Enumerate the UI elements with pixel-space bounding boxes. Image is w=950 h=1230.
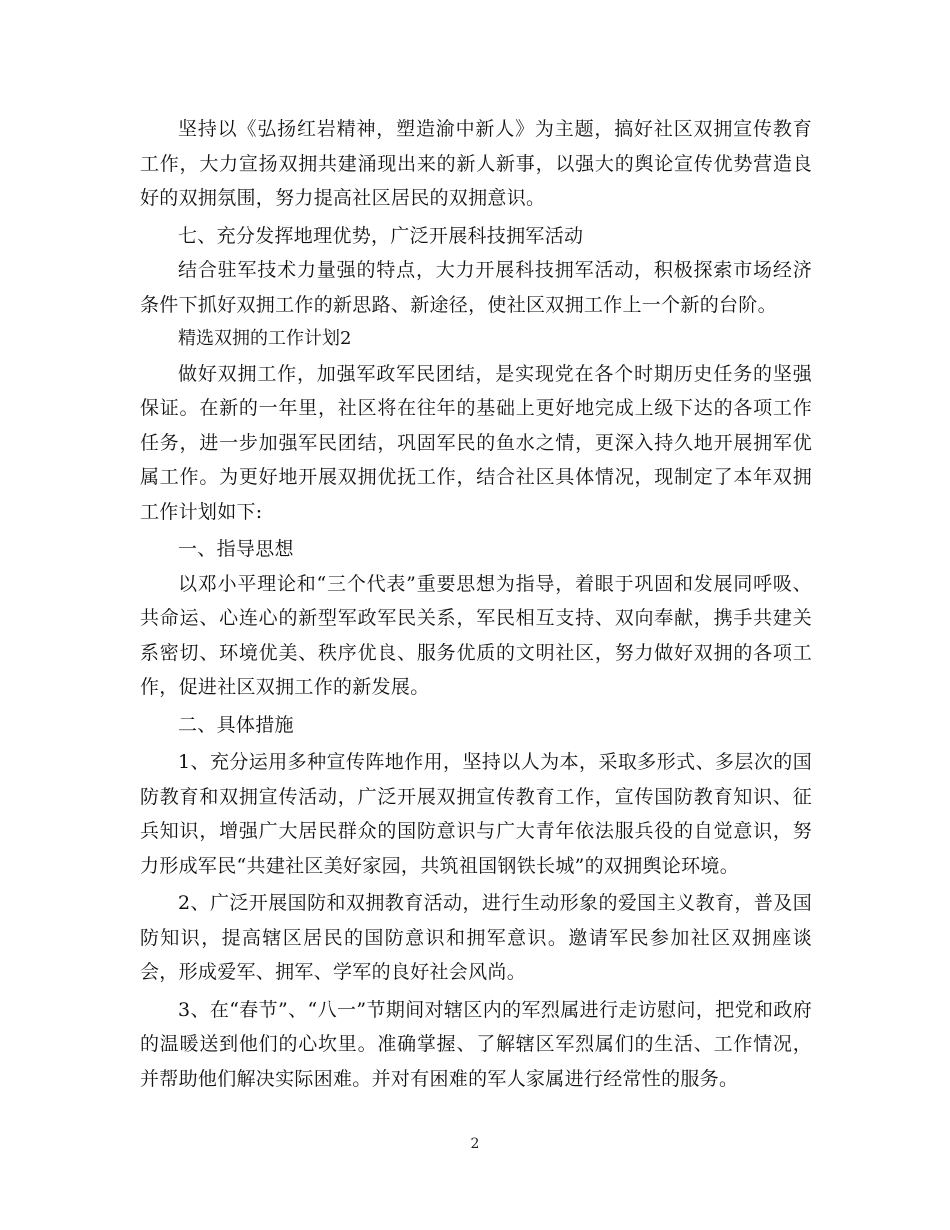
page-number: 2 [470,1136,480,1152]
paragraph-tech-support: 结合驻军技术力量强的特点，大力开展科技拥军活动，积极探索市场经济条件下抓好双拥工作的新思路、新途径，使社区双拥工作上一个新的台阶。 [140,259,812,316]
measure-item-1: 1、充分运用多种宣传阵地作用，坚持以人为本，采取多形式、多层次的国防教育和双拥宣传活动，广泛开展双拥宣传教育工作，宣传国防教育知识、征兵知识，增强广大居民群众的国防意识与广大青年依法服兵役的自觉意识，努力形成军民“共建社区美好家园，共筑祖国钢铁长城”的双拥舆论环境。 [140,751,812,877]
plan-title-2: 精选双拥的工作计划2 [178,328,352,349]
section-heading-7: 七、充分发挥地理优势，广泛开展科技拥军活动 [178,224,584,247]
paragraph-guiding-thought: 以邓小平理论和“三个代表”重要思想为指导，着眼于巩固和发展同呼吸、共命运、心连心的新型军政军民关系，军民相互支持、双向奉献，携手共建关系密切、环境优美、秩序优良、服务优质的文明社区，努力做好双拥的各项工作，促进社区双拥工作的新发展。 [140,572,812,698]
measure-item-2: 2、广泛开展国防和双拥教育活动，进行生动形象的爱国主义教育，普及国防知识，提高辖区居民的国防意识和拥军意识。邀请军民参加社区双拥座谈会，形成爱军、拥军、学军的良好社会风尚。 [140,892,812,983]
document-body [140,112,812,1096]
paragraph-theme: 坚持以《弘扬红岩精神，塑造渝中新人》为主题，搞好社区双拥宣传教育工作，大力宣扬双拥共建涌现出来的新人新事，以强大的舆论宣传优势营造良好的双拥氛围，努力提高社区居民的双拥意识。 [140,118,812,209]
section-heading-1: 一、指导思想 [178,538,294,560]
section-heading-2: 二、具体措施 [178,713,294,736]
measure-item-3: 3、在“春节”、“八一”节期间对辖区内的军烈属进行走访慰问，把党和政府的温暖送到他们的心坎里。准确掌握、了解辖区军烈属们的生活、工作情况，并帮助他们解决实际困难。并对有困难的军人家属进行经常性的服务。 [140,998,812,1090]
paragraph-intro: 做好双拥工作，加强军政军民团结，是实现党在各个时期历史任务的坚强保证。在新的一年里，社区将在往年的基础上更好地完成上级下达的各项工作任务，进一步加强军民团结，巩固军民的鱼水之情，更深入持久地开展拥军优属工作。为更好地开展双拥优抚工作，结合社区具体情况，现制定了本年双拥工作计划如下: [140,362,812,523]
